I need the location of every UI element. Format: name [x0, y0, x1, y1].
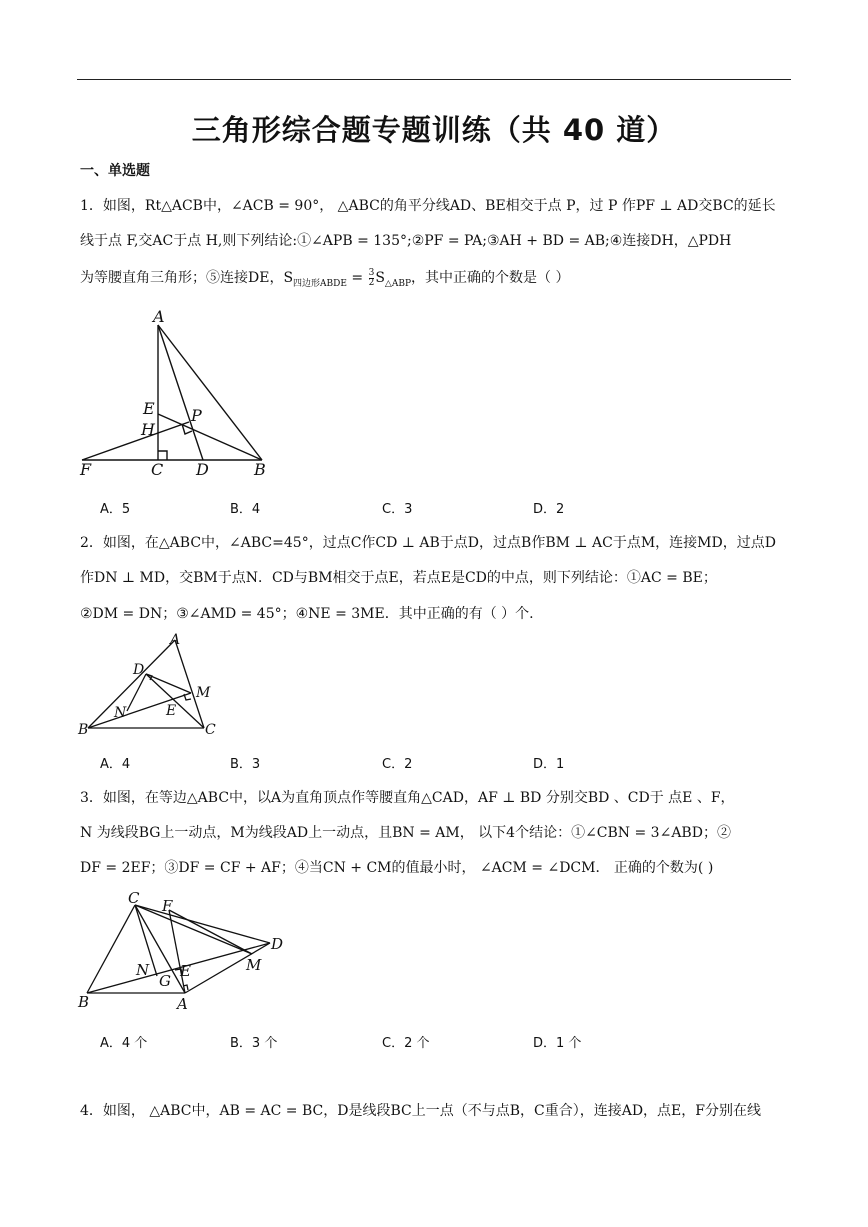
- option-b[interactable]: B．3 个: [230, 1036, 278, 1051]
- label-B: B: [78, 722, 89, 738]
- q1-figure: [70, 305, 280, 480]
- q3-figure: [72, 885, 292, 1015]
- option-a[interactable]: A．4: [100, 757, 131, 772]
- q2-figure: [72, 630, 232, 745]
- option-a[interactable]: A．4 个: [100, 1036, 148, 1051]
- label-A: A: [153, 307, 165, 326]
- header-rule: [77, 79, 791, 80]
- q2-text-line1: 2．如图，在△ABC中，∠ABC=45°，过点C作CD ⊥ AB于点D，过点B作BM ⊥ AC于点M，连接MD，过点D: [80, 535, 776, 551]
- label-M: M: [196, 685, 211, 701]
- label-D: D: [133, 662, 145, 678]
- option-d[interactable]: D．2: [533, 502, 565, 517]
- option-d[interactable]: D．1 个: [533, 1036, 582, 1051]
- option-b[interactable]: B．4: [230, 502, 261, 517]
- label-F: F: [162, 897, 173, 915]
- label-B: B: [78, 993, 90, 1011]
- label-C: C: [205, 722, 216, 738]
- option-c[interactable]: C．3: [382, 502, 413, 517]
- label-E: E: [166, 703, 177, 719]
- label-N: N: [136, 961, 150, 979]
- q3-text-line1: 3．如图，在等边△ABC中，以A为直角顶点作等腰直角△CAD，AF ⊥ BD 分别交BD 、CD于 点E 、F，: [80, 790, 735, 806]
- q1-text-line3: 为等腰直角三角形；⑤连接DE，$S_{四边形ABDE}$ = $\frac{3}{2}$ $S_{\triangle ABP}$，其中正确的个数是（ ）: [80, 267, 570, 289]
- label-M: M: [246, 956, 262, 974]
- label-P: P: [191, 406, 202, 425]
- q3-text-line2: N 为线段BG上一动点，M为线段AD上一动点，且BN = AM， 以下4个结论：①∠CBN = 3∠ABD；②: [80, 825, 731, 841]
- page-title: 三角形综合题专题训练（共 40 道）: [191, 113, 677, 147]
- label-E: E: [143, 399, 155, 418]
- label-B: B: [254, 460, 266, 479]
- label-A: A: [170, 632, 181, 648]
- label-E: E: [180, 962, 191, 980]
- q2-text-line2: 作DN ⊥ MD，交BM于点N．CD与BM相交于点E，若点E是CD的中点，则下列结论：①AC = BE；: [80, 570, 717, 586]
- q1-text-line1: 1．如图，Rt△ACB中，∠ACB = 90°， △ABC的角平分线AD、BE相交于点 P，过 P 作PF ⊥ AD交BC的延长: [80, 198, 776, 214]
- option-c[interactable]: C．2: [382, 757, 413, 772]
- option-b[interactable]: B．3: [230, 757, 261, 772]
- label-F: F: [80, 460, 92, 479]
- fraction: $\frac{3}{2}$: [368, 267, 375, 288]
- label-G: G: [159, 972, 171, 990]
- option-c[interactable]: C．2 个: [382, 1036, 430, 1051]
- option-d[interactable]: D．1: [533, 757, 565, 772]
- label-C: C: [151, 460, 164, 479]
- section-heading: 一、单选题: [80, 163, 150, 179]
- label-H: H: [141, 420, 155, 439]
- q4-text-line1: 4．如图， △ABC中，AB = AC = BC，D是线段BC上一点（不与点B，C重合），连接AD，点E，F分别在线: [80, 1103, 761, 1119]
- label-D: D: [271, 935, 284, 953]
- label-D: D: [196, 460, 209, 479]
- q3-text-line3: DF = 2EF；③DF = CF + AF；④当CN + CM的值最小时， ∠ACM = ∠DCM． 正确的个数为( ): [80, 860, 714, 876]
- option-a[interactable]: A．5: [100, 502, 131, 517]
- label-C: C: [128, 889, 140, 907]
- q2-text-line3: ②DM = DN；③∠AMD = 45°；④NE = 3ME．其中正确的有（ ）个.: [80, 606, 534, 622]
- label-N: N: [114, 705, 127, 721]
- q1-text-line2: 线于点 F,交AC于点 H,则下列结论:①∠APB = 135°;②PF = PA;③AH + BD = AB;④连接DH，△PDH: [80, 233, 732, 249]
- label-A: A: [177, 995, 188, 1013]
